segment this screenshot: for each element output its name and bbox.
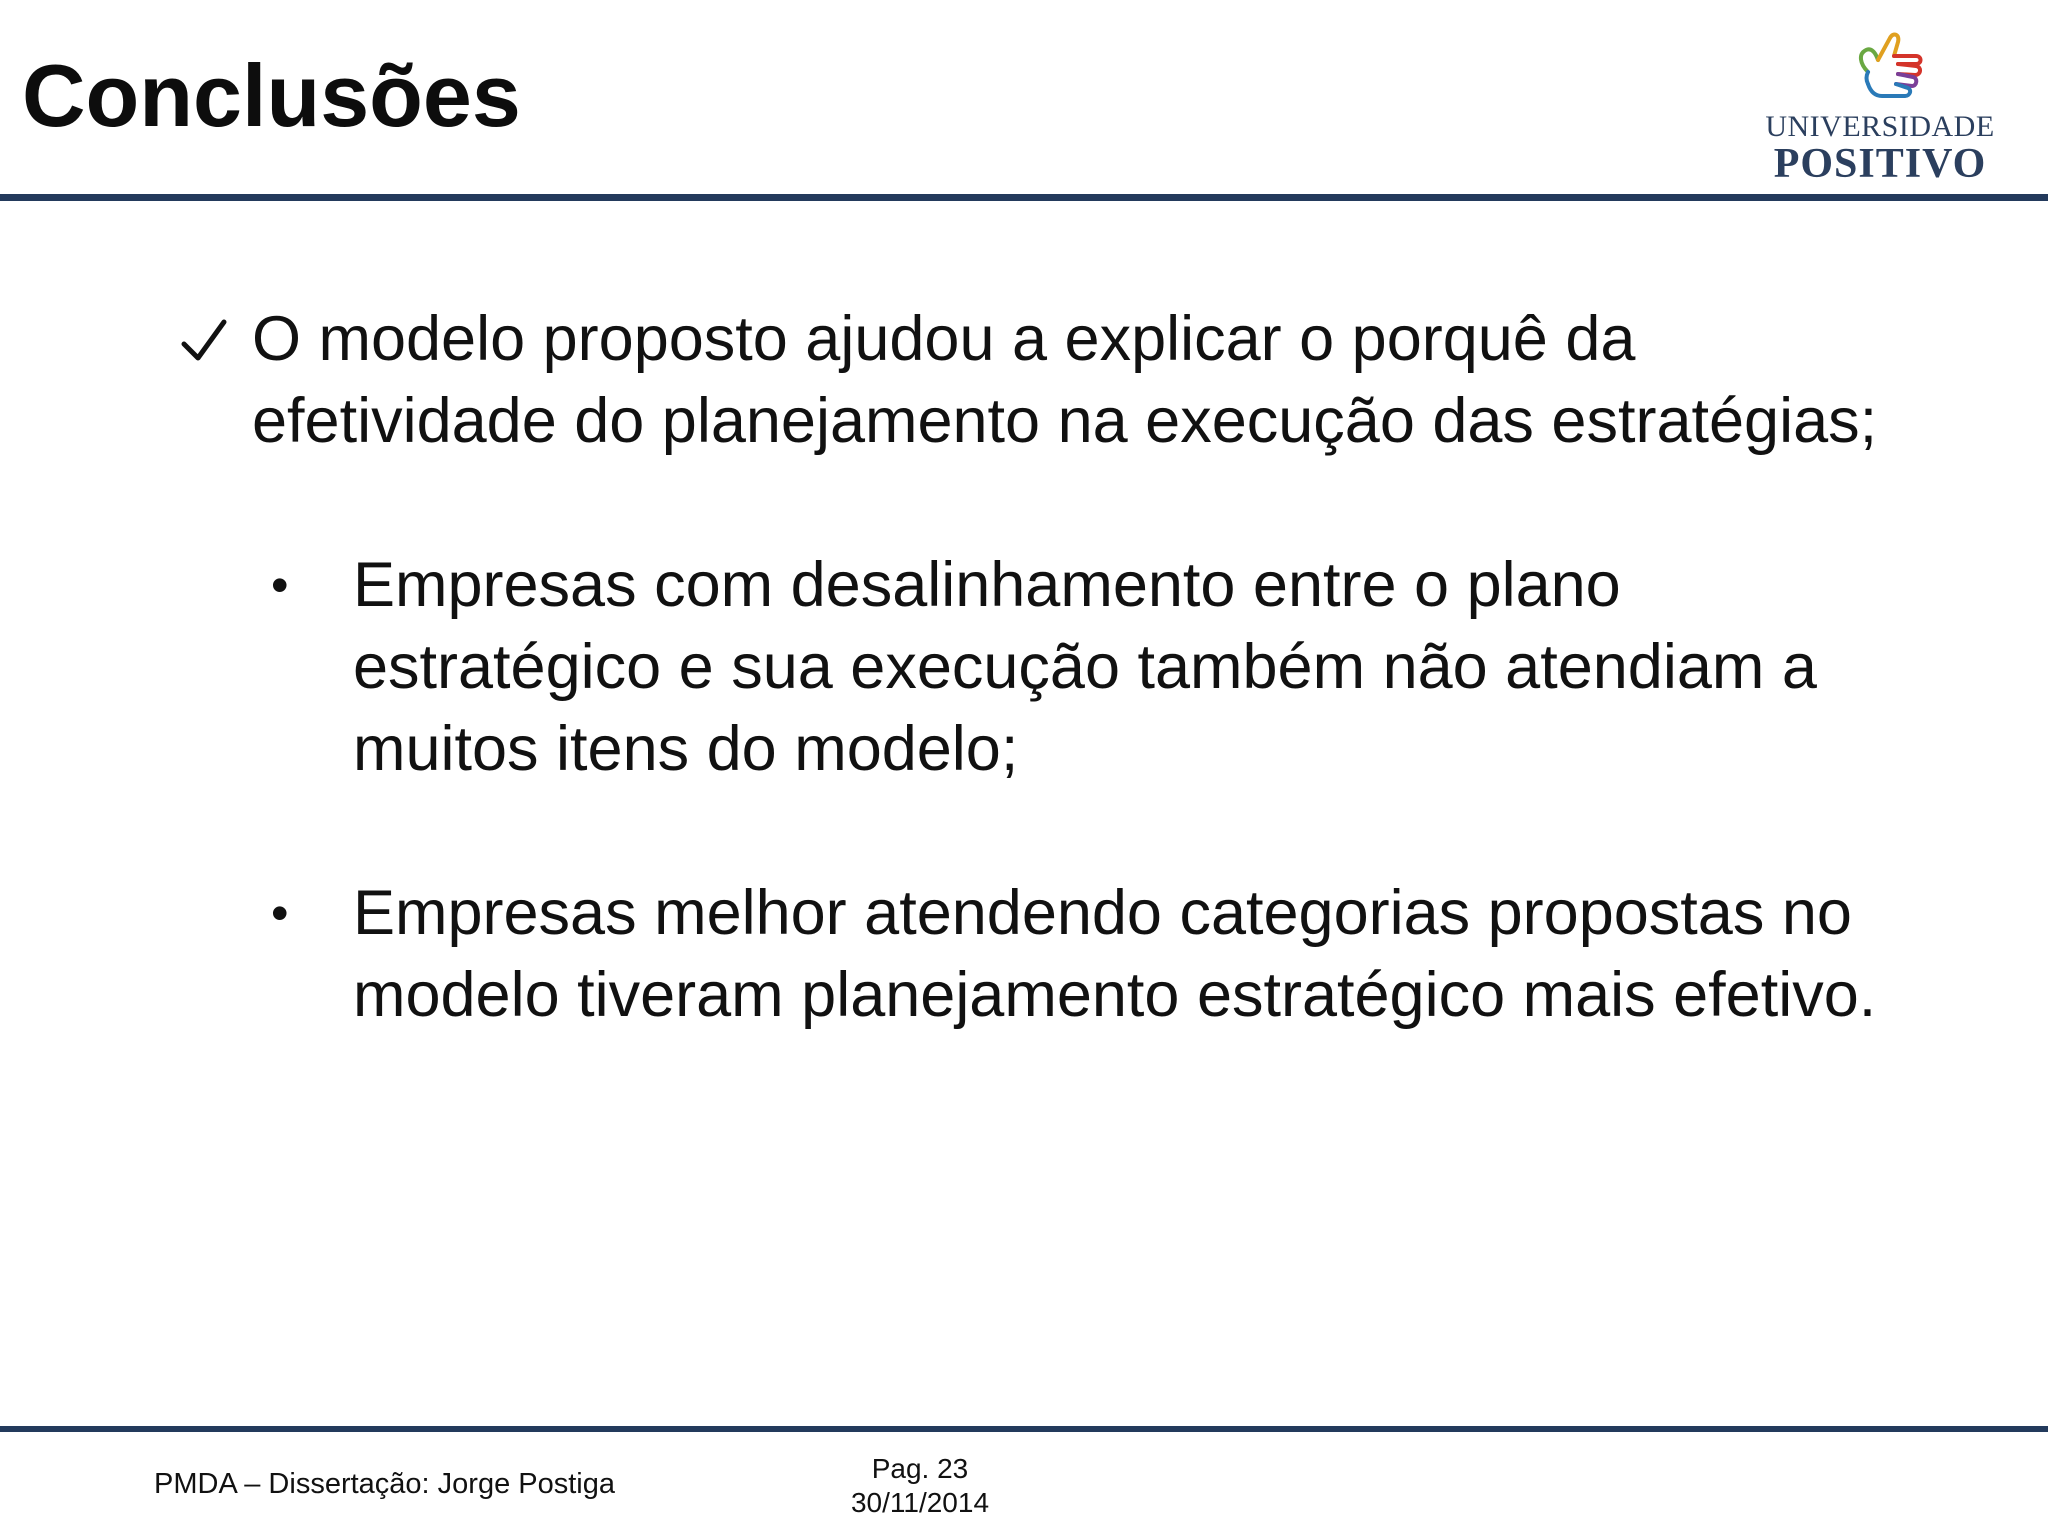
footer-divider [0, 1426, 2048, 1432]
sub-point-text: Empresas com desalinhamento entre o plano estratégico e sua execução também não atendiam a muitos itens do modelo; [353, 550, 1817, 784]
footer-date: 30/11/2014 [850, 1487, 990, 1518]
logo-text-universidade: UNIVERSIDADE [1765, 110, 1995, 143]
bullet-icon: • [271, 885, 289, 941]
logo-text-positivo: POSITIVO [1773, 141, 1987, 187]
slide-title: Conclusões [22, 46, 521, 145]
thumbs-up-logo-icon [1838, 20, 1928, 110]
slide-content [170, 298, 1890, 1036]
bullet-icon: • [271, 557, 289, 613]
main-point [170, 298, 1890, 462]
university-logo [1760, 20, 2000, 187]
sub-point [271, 872, 1890, 1036]
sub-point [271, 544, 1890, 790]
footer-author: PMDA – Dissertação: Jorge Postiga [154, 1468, 615, 1500]
sub-point-text: Empresas melhor atendendo categorias propostas no modelo tiveram planejamento estratégico mais efetivo. [353, 878, 1877, 1030]
main-point-text: O modelo proposto ajudou a explicar o porquê da efetividade do planejamento na execução das estratégias; [252, 304, 1878, 456]
checkmark-icon [176, 298, 232, 380]
footer-page-info [820, 1452, 1020, 1520]
header-divider [0, 194, 2048, 201]
page-number: Pag. 23 [871, 1453, 969, 1484]
